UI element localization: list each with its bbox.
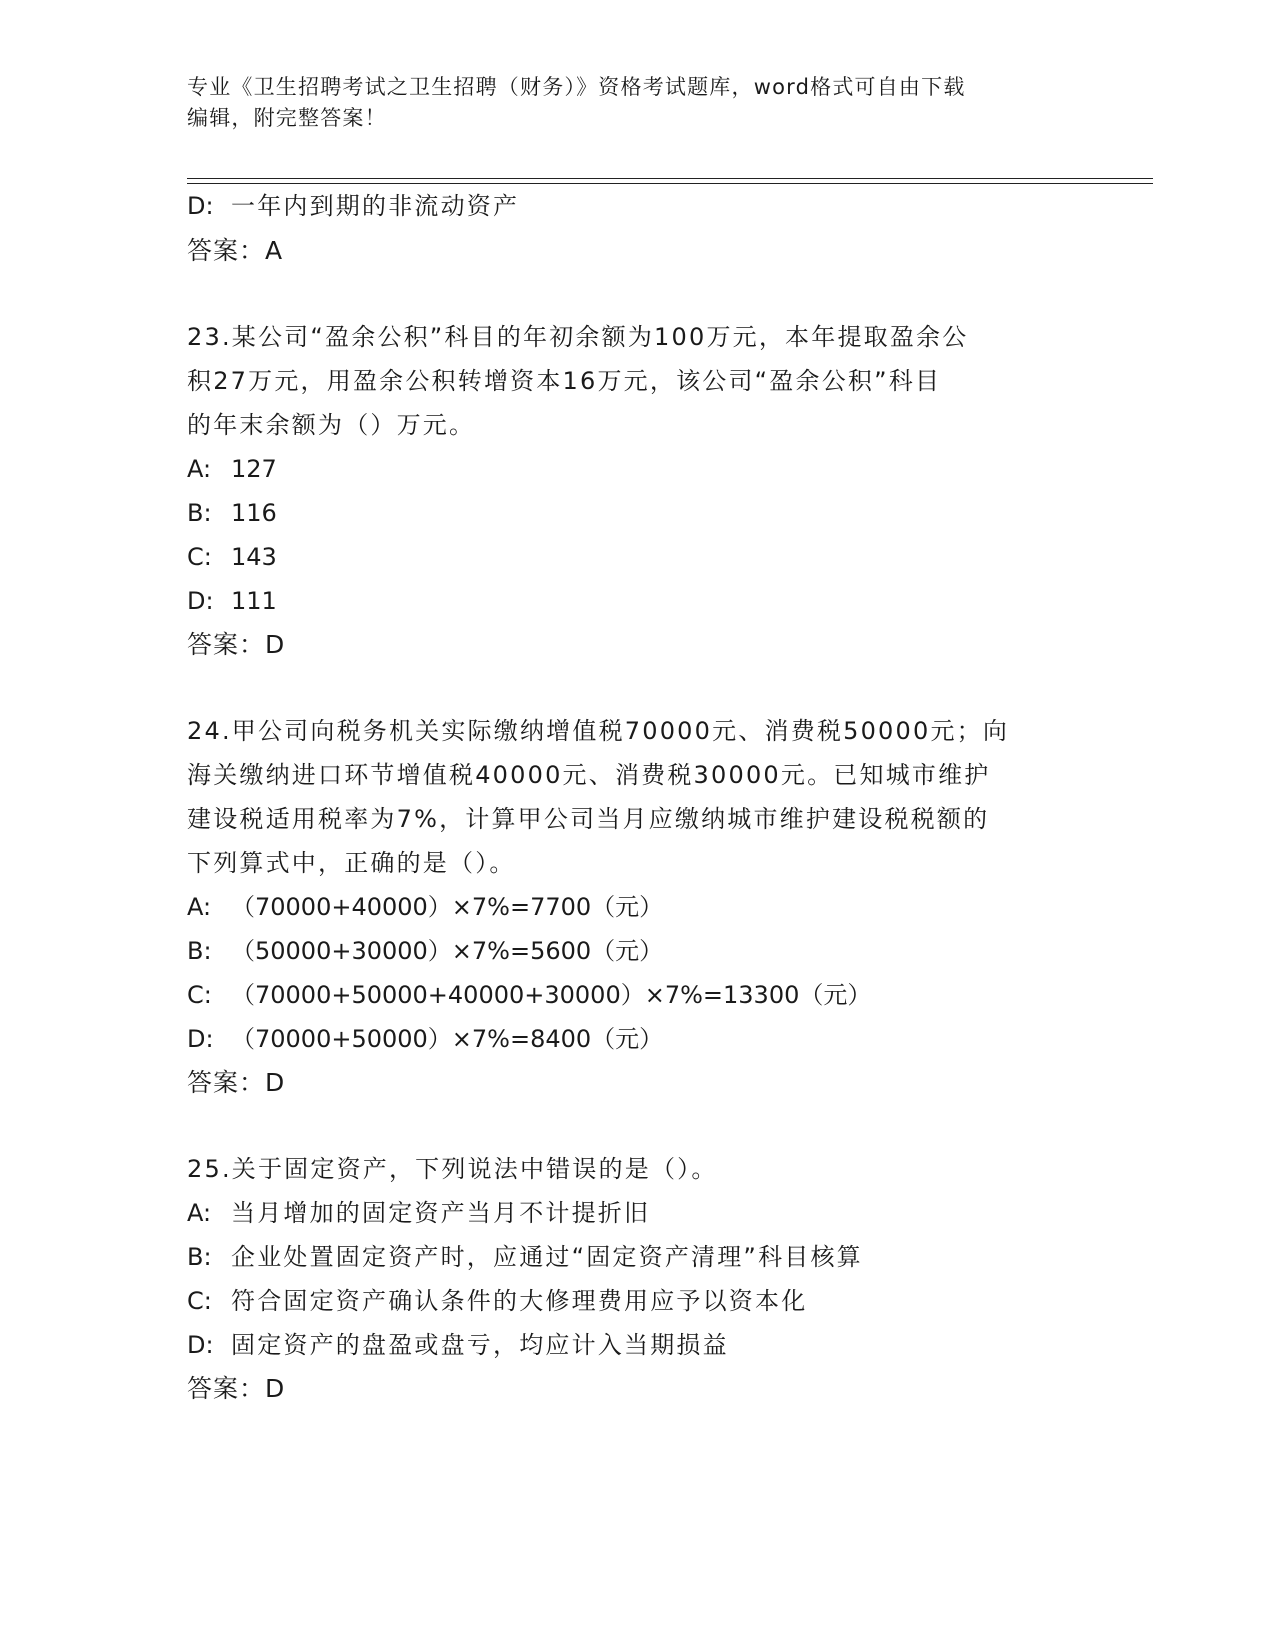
option-text: 116 [231, 499, 277, 527]
option-label: C: [187, 981, 212, 1009]
q25-option-a [187, 1198, 650, 1228]
q23-option-a [187, 454, 277, 484]
q25-stem-line-1: 25.关于固定资产，下列说法中错误的是（）。 [187, 1155, 718, 1183]
carryover-answer: 答案：A [187, 236, 284, 265]
q25-option-b [187, 1242, 863, 1272]
option-text: 111 [231, 587, 277, 615]
q23-stem-line-3: 的年末余额为（）万元。 [187, 411, 476, 439]
option-label: A: [187, 455, 212, 483]
header-divider-bottom [187, 183, 1153, 184]
option-label: C: [187, 543, 212, 571]
q24-stem-line-3: 建设税适用税率为7%，计算甲公司当月应缴纳城市维护建设税税额的 [187, 805, 990, 833]
option-label: B: [187, 937, 212, 965]
q23-option-c [187, 542, 277, 572]
option-text: （70000+50000+40000+30000）×7%=13300（元） [231, 981, 872, 1009]
q25-option-c [187, 1286, 807, 1316]
header-line-2: 编辑，附完整答案！ [187, 106, 387, 130]
option-label: C: [187, 1287, 212, 1315]
option-label: D: [187, 192, 214, 220]
option-text: 143 [231, 543, 277, 571]
option-text: 一年内到期的非流动资产 [231, 192, 520, 220]
option-text: 企业处置固定资产时，应通过“固定资产清理”科目核算 [231, 1243, 863, 1271]
q24-option-d [187, 1024, 663, 1054]
q25-answer: 答案：D [187, 1374, 286, 1403]
option-text: 当月增加的固定资产当月不计提折旧 [231, 1199, 651, 1227]
q23-answer: 答案：D [187, 630, 286, 659]
option-text: （50000+30000）×7%=5600（元） [231, 937, 664, 965]
option-label: B: [187, 1243, 212, 1271]
carryover-option-d [187, 191, 519, 221]
option-label: D: [187, 587, 214, 615]
header-divider-top [187, 178, 1153, 179]
option-text: （70000+50000）×7%=8400（元） [231, 1025, 664, 1053]
q24-stem-line-1: 24.甲公司向税务机关实际缴纳增值税70000元、消费税50000元；向 [187, 717, 1010, 745]
q24-option-b [187, 936, 663, 966]
option-label: A: [187, 1199, 212, 1227]
q25-option-d [187, 1330, 729, 1360]
q24-stem-line-4: 下列算式中，正确的是（）。 [187, 849, 516, 877]
q24-option-c [187, 980, 871, 1010]
page-header [187, 72, 1087, 134]
option-text: 符合固定资产确认条件的大修理费用应予以资本化 [231, 1287, 808, 1315]
q23-option-b [187, 498, 277, 528]
option-text: （70000+40000）×7%=7700（元） [231, 893, 664, 921]
option-label: D: [187, 1331, 214, 1359]
option-label: B: [187, 499, 212, 527]
q24-answer: 答案：D [187, 1068, 286, 1097]
q24-option-a [187, 892, 663, 922]
option-text: 固定资产的盘盈或盘亏，均应计入当期损益 [231, 1331, 729, 1359]
option-text: 127 [231, 455, 277, 483]
q23-stem-line-1: 23.某公司“盈余公积”科目的年初余额为100万元，本年提取盈余公 [187, 323, 969, 351]
q24-stem-line-2: 海关缴纳进口环节增值税40000元、消费税30000元。已知城市维护 [187, 761, 991, 789]
option-label: D: [187, 1025, 214, 1053]
q23-stem-line-2: 积27万元，用盈余公积转增资本16万元，该公司“盈余公积”科目 [187, 367, 942, 395]
q23-option-d [187, 586, 277, 616]
header-line-1: 专业《卫生招聘考试之卫生招聘（财务）》资格考试题库，word格式可自由下载 [187, 75, 966, 99]
option-label: A: [187, 893, 212, 921]
